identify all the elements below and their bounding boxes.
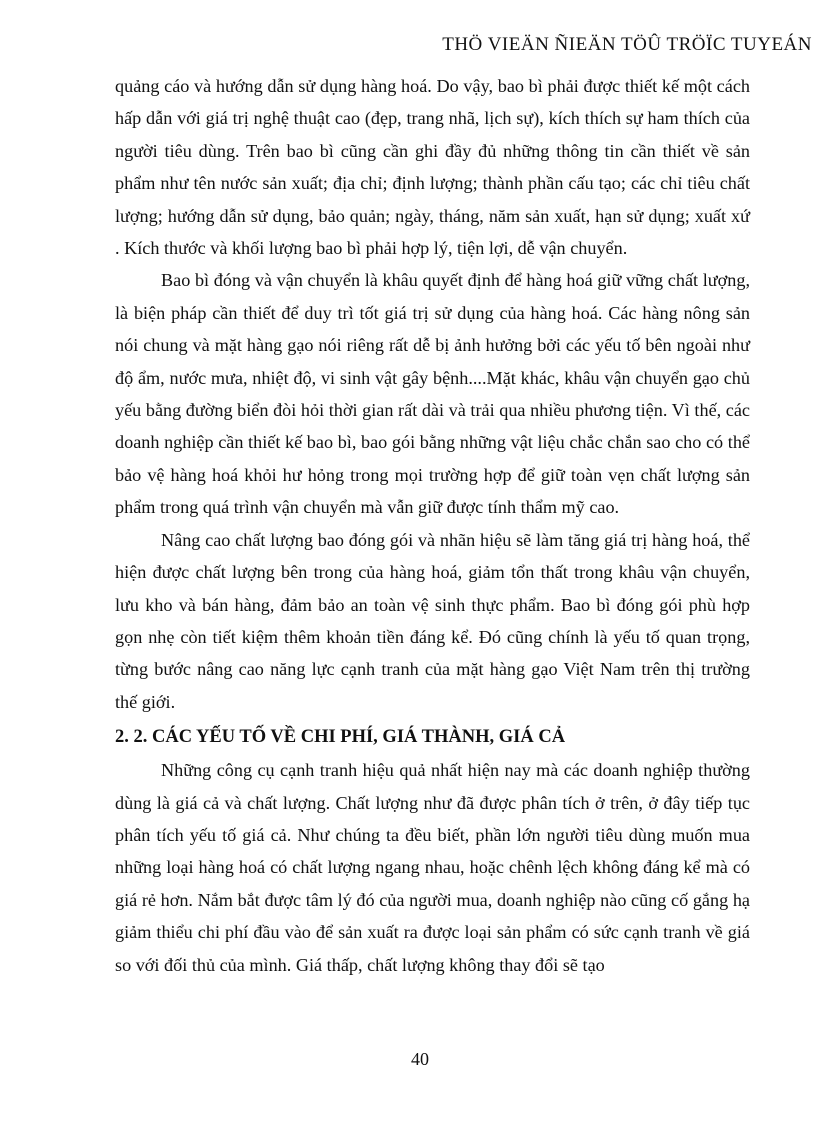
paragraph-packaging-info: quảng cáo và hướng dẫn sử dụng hàng hoá. Do vậy, bao bì phải được thiết kế một cách hấp dẫn với giá trị nghệ thuật cao (đẹp, trang nhã, lịch sự), kích thích sự ham thích của người tiêu dùng. Trên bao bì cũng cần ghi đầy đủ những thông tin cần thiết về sản phẩm như tên nước sản xuất; địa chỉ; định lượng; thành phần cấu tạo; các chỉ tiêu chất lượng; hướng dẫn sử dụng, bảo quản; ngày, tháng, năm sản xuất, hạn sử dụng; xuất xứ . Kích thước và khối lượng bao bì phải hợp lý, tiện lợi, dễ vận chuyển. bbox=[115, 76, 750, 259]
page-number: 40 bbox=[411, 1049, 429, 1069]
paragraph-price-factors: Những công cụ cạnh tranh hiệu quả nhất hiện nay mà các doanh nghiệp thường dùng là giá cả và chất lượng. Chất lượng như đã được phân tích ở trên, ở đây tiếp tục phân tích yếu tố giá cả. Như chúng ta đều biết, phần lớn người tiêu dùng muốn mua những loại hàng hoá có chất lượng ngang nhau, hoặc chênh lệch không đáng kể mà có giá rẻ hơn. Nắm bắt được tâm lý đó của người mua, doanh nghiệp nào cũng cố gắng hạ giảm thiểu chi phí đầu vào để sản xuất ra được loại sản phẩm có sức cạnh tranh về giá so với đối thủ của mình. Giá thấp, chất lượng không thay đổi sẽ tạo bbox=[115, 760, 750, 975]
paragraph-packaging-transport: Bao bì đóng và vận chuyển là khâu quyết định để hàng hoá giữ vững chất lượng, là biện pháp cần thiết để duy trì tốt giá trị sử dụng của hàng hoá. Các hàng nông sản nói chung và mặt hàng gạo nói riêng rất dễ bị ảnh hưởng bởi các yếu tố bên ngoài như độ ẩm, nước mưa, nhiệt độ, vi sinh vật gây bệnh....Mặt khác, khâu vận chuyển gạo chủ yếu bằng đường biển đòi hỏi thời gian rất dài và trải qua nhiều phương tiện. Vì thế, các doanh nghiệp cần thiết kế bao bì, bao gói bằng những vật liệu chắc chắn sao cho có thể bảo vệ hàng hoá khỏi hư hỏng trong mọi trường hợp để giữ toàn vẹn chất lượng sản phẩm trong quá trình vận chuyển mà vẫn giữ được tính thẩm mỹ cao. bbox=[115, 270, 750, 518]
section-heading: 2. 2. CÁC YẾU TỐ VỀ CHI PHÍ, GIÁ THÀNH, GIÁ CẢ bbox=[115, 727, 566, 748]
document-body bbox=[115, 70, 750, 981]
paragraph-packaging-quality: Nâng cao chất lượng bao đóng gói và nhãn hiệu sẽ làm tăng giá trị hàng hoá, thể hiện được chất lượng bên trong của hàng hoá, giảm tổn thất trong khâu vận chuyển, lưu kho và bán hàng, đảm bảo an toàn vệ sinh thực phẩm. Bao bì đóng gói phù hợp gọn nhẹ còn tiết kiệm thêm khoản tiền đáng kể. Đó cũng chính là yếu tố quan trọng, từng bước nâng cao năng lực cạnh tranh của mặt hàng gạo Việt Nam trên thị trường thế giới. bbox=[115, 529, 750, 712]
running-header: THÖ VIEÄN ÑIEÄN TÖÛ TRÖÏC TUYEÁN bbox=[442, 34, 812, 55]
